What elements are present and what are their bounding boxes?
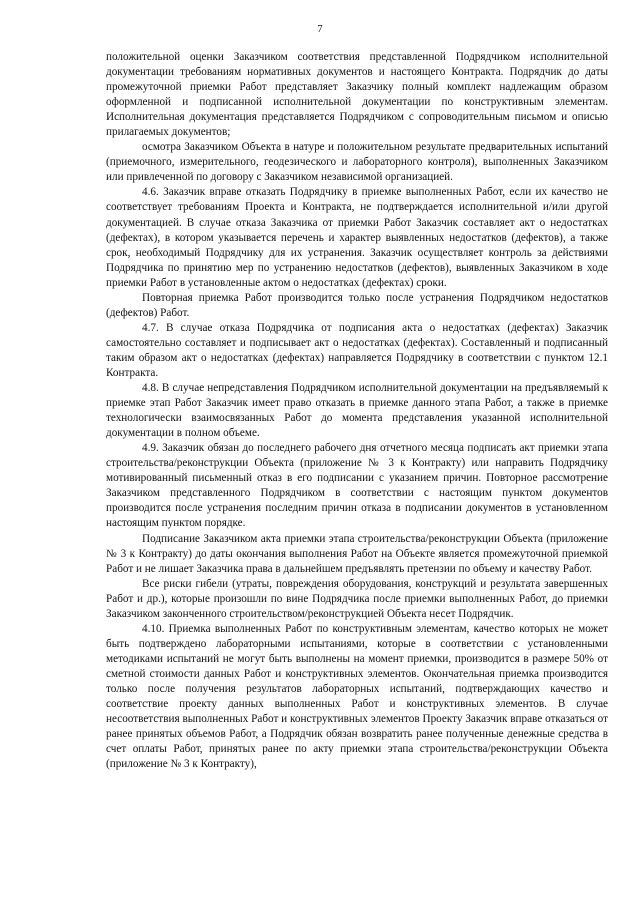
paragraph-documentation-assessment: положительной оценки Заказчиком соответствия представленной Подрядчиком исполнительной документации требованиям нормативных документов и настоящего Контракта. Подрядчик до даты промежуточной приемки Работ представляет Заказчику полный комплект надлежащим образом оформленной и подписанной исполнительной документации по конструктивным элементам. Исполнительная документация представляется Подрядчиком с сопроводительным письмом и описью прилагаемых документов;: [106, 51, 608, 139]
paragraph-repeat-acceptance: Повторная приемка Работ производится только после устранения Подрядчиком недостатков (дефектов) Работ.: [106, 291, 608, 319]
paragraph-4-7-defects-act: 4.7. В случае отказа Подрядчика от подписания акта о недостатках (дефектах) Заказчик самостоятельно составляет и подписывает акт о недостатках (дефектах). Составленный и подписанный таким образом акт о недостатках (дефектах) направляется Подрядчику в соответствии с пунктом 12.1 Контракта.: [106, 321, 608, 379]
document-body: [106, 50, 608, 772]
paragraph-site-inspection: осмотра Заказчиком Объекта в натуре и положительном результате предварительных испытаний (приемочного, измерительного, геодезического и лабораторного контроля), выполненных Заказчиком или привлеченной по договору с Заказчиком независимой организацией.: [106, 141, 608, 184]
paragraph-risks: Все риски гибели (утраты, повреждения оборудования, конструкций и результата завершенных Работ и др.), которые произошли по вине Подрядчика после приемки выполненных Работ, до приемки Заказчиком законченного строительством/реконструкцией Объекта несет Подрядчик.: [106, 577, 608, 620]
paragraph-intermediate-acceptance: Подписание Заказчиком акта приемки этапа строительства/реконструкции Объекта (приложение № 3 к Контракту) до даты окончания выполнения Работ на Объекте является промежуточной приемкой Работ и не лишает Заказчика права в дальнейшем предъявлять претензии по объему и качеству Работ.: [106, 532, 608, 575]
paragraph-4-8-missing-documentation: 4.8. В случае непредставления Подрядчиком исполнительной документации на предъявляемый к приемке этап Работ Заказчик имеет право отказать в приемке данного этапа Работ, а также в приемке технологически взаимосвязанных Работ до момента представления указанной исполнительной документации в полном объеме.: [106, 382, 608, 440]
paragraph-4-6-refusal: 4.6. Заказчик вправе отказать Подрядчику в приемке выполненных Работ, если их качество не соответствует требованиям Проекта и Контракта, не подтверждается исполнительной и/или другой документацией. В случае отказа Заказчика от приемки Работ Заказчик составляет акт о недостатках (дефектах), в котором указывается перечень и характер выявленных недостатков (дефектов), а также срок, необходимый Подрядчику для их устранения. Заказчик осуществляет контроль за действиями Подрядчика по принятию мер по устранению недостатков (дефектов), выявленных Заказчиком в ходе приемки Работ в установленные актом о недостатках (дефектах) сроки.: [106, 186, 608, 289]
page-number: 7: [317, 24, 323, 35]
paragraph-4-10-structural-elements: 4.10. Приемка выполненных Работ по конструктивным элементам, качество которых не может быть подтверждено лабораторными испытаниями, которые в соответствии с установленными методиками испытаний не могут быть выполнены на момент приемки, производится в размере 50% от сметной стоимости данных Работ и конструктивных элементов. Окончательная приемка производится только после получения результатов лабораторных испытаний, подтверждающих качество и соответствие проекту данных выполненных Работ и конструктивных элементов. В случае несоответствия выполненных Работ и конструктивных элементов Проекту Заказчик вправе отказаться от ранее принятых объемов Работ, а Подрядчик обязан возвратить ранее полученные денежные средства в счет оплаты Работ, принятых ранее по акту приемки этапа строительства/реконструкции Объекта (приложение № 3 к Контракту),: [106, 622, 608, 771]
paragraph-4-9-acceptance-act: 4.9. Заказчик обязан до последнего рабочего дня отчетного месяца подписать акт приемки этапа строительства/реконструкции Объекта (приложение № 3 к Контракту) или направить Подрядчику мотивированный письменный отказ в его подписании с указанием причин. Повторное рассмотрение Заказчиком представленного Подрядчиком в соответствии с настоящим пунктом документов производится после устранения последним причин отказа в подписании документов в установленном настоящим пунктом порядке.: [106, 442, 608, 530]
